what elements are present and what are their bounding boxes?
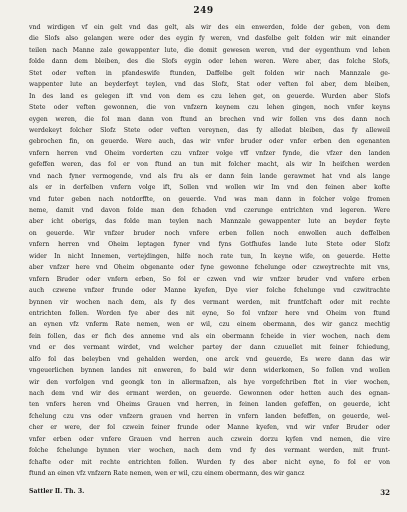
text-line: cher er were, der fol czwein feiner frunde oder Manne kyefen, vnd wir vnfer Bruder oder (29, 424, 390, 432)
text-line: Stete oder veften gewonnen, die von vnfzern keynem czu lehen gingen, noch vnfer keyns (29, 104, 390, 112)
text-line: neme, damit vnd davon folde man den fchaden vnd czerunge entrichten vnd legeren. Were (29, 207, 390, 214)
text-line: folde dann dem bleiben, des die Slofs eygin oder lehen weren. Were aber, das folche Slofs, (29, 58, 390, 66)
text-line: vnfern Bruder oder vnfern erben, So fol er czwen vnd wir vnfzer bruder vnd vnfere erben (29, 275, 390, 283)
text-line: auch czwene vnfzer frunde oder Manne kyefen, Dye vier folche fchelunge vnd czwitrachte (29, 287, 390, 295)
text-line: an eynen vfz vnferm Rate nemen, wen er wil, czu einem obermann, des wir gancz mechtig (29, 321, 390, 329)
text-line: vnfern herren vnd Oheim vorderten czu vnfzer volge vff vnfzer fynde, die vfzer den landen (29, 149, 390, 157)
text-line: werdekeyt folcher Slofz Stete oder veften vereynen, das fy alledat bleiben, das fy alleweil (29, 126, 390, 134)
text-line: nach dem vnd wir des ermant werden, on geuerde. Gewonnen oder hetten auch des egnan- (29, 390, 390, 397)
text-line: gefeffen weren, das fol er von ftund an tun mit folcher macht, als wir In heifchen werden (29, 161, 390, 169)
text-line: vnfern herren vnd Oheim leptagen fyner vnd fyns Gotfhufes lande lute Stete oder Slofz (29, 241, 390, 249)
text-line: fchafte oder mit rechte entrichten follen. Wurden fy des aber nicht eyne, fo fol er von (29, 458, 390, 466)
text-line: vngeuerlichen bynnen landes nit enweren, fo bald wir denn widerkomen, So follen vnd wollen (29, 367, 390, 375)
text-line: vnd futer geben nach notdorffte, on geuerde. Vnd was man dann in folcher volge fromen (29, 195, 390, 203)
text-line: fchelung czu vns oder vnfzern grauen vnd herren in vnfern landen befeffen, on geuerde, wel- (29, 412, 390, 420)
text-line: aber icht oberigs, das folde man teylen nach Mannzale gewappenter lute an beyder feyte (29, 218, 390, 226)
text-line: In des land es gelegen ift vnd von dem es czu lehen get, on geuerde. Wurden aber Slofs (29, 92, 390, 100)
text-line: on geuerde. Wir vnfzer bruder noch vnfere erben follen noch enwollen auch deffelben (29, 229, 390, 237)
text-line: vnd wirdigen vf ein gelt vnd das gelt, als wir des ein enwerden, folde der geben, von dem (29, 24, 390, 31)
text-line: alfo fol das beleyben vnd gehalden werden, one arck vnd geuerde, Es were dann das wir (29, 355, 390, 363)
text-line: bynnen vir wochen nach dem, als fy des vermant werden, mit fruntfchaft oder mit rechte (29, 298, 390, 306)
folio-number: 32 (380, 488, 390, 497)
text-line: eygen weren, die fol man dann von ftund an brechen vnd wir follen vns des dann noch (29, 115, 390, 123)
text-line: wir den vorfolgen vnd geongk ton in allermafzen, als hye vorgefchriben ftet in vier wochen, (29, 378, 390, 386)
text-line: vnd nach fyner vermogende, vnd als fru als er dann fein lande gerawmet hat vnd als lange (29, 172, 390, 180)
text-line: wappenter lute an beyderfeyt teylen, vnd das Slofz, Stat oder veften fol aber, dem bleiben, (29, 81, 390, 89)
text-line: entrichten follen. Worden fye aber des nit eyne, So fol vnfzer here vnd Oheim von ftund (29, 309, 390, 317)
text-line: teilen nach Manne zale gewappenter lute, die domit gewesen weren, vnd der eygenthum vnd lehen (29, 46, 390, 54)
text-line: die Slofs also gelangen were oder des eygin fy weren, vnd dasfelbe gelt folden wir mit einander (29, 35, 390, 43)
text-line: gebrochen fin, on geuerde. Were auch, das wir vnfer bruder oder vnfer erben den egenanten (29, 138, 390, 146)
text-line: Stet oder veften in pfandeswife ftunden, Daffelbe gelt folden wir nach Mannzale ge- (29, 69, 390, 77)
text-line: aber vnfzer here vnd Oheim obgenante oder fyne gewonne fchelunge oder czweytrechte mit vns, (29, 264, 390, 272)
text-line: folche fchelunge bynnen vier wochen, nach dem vnd fy des vermant werden, mit frunt- (29, 447, 390, 455)
text-line: als er in derfelben vnfern volge ift, Sollen vnd wollen wir Im vnd den feinen aber kofte (29, 184, 390, 192)
text-line: wider In nicht Innemen, vertejdingen, hilfe noch rate tun, In keyne wife, on geuerde. Hette (29, 252, 390, 260)
text-line: ftund an einen vfz vnfzern Rate nemen, wen er wil, czu einem obermann, des wir gancz (29, 470, 305, 478)
page-number: 249 (193, 6, 214, 16)
body-text (29, 22, 390, 480)
page-footer (29, 488, 390, 499)
text-line: vnd er des vermant wirdet, vnd welcher partey der dann czuuellet mit feiner fchiedung, (29, 344, 390, 352)
text-line: ten vnfers heren vnd Oheims Grauen vnd herren, in feinen landen gefeffen, on geuerde, icht (29, 401, 390, 409)
text-line: fein follen, das er fich des anneme vnd als ein obermann fcheide in vier wochen, nach dem (29, 332, 390, 340)
printer-signature: Sattler Ⅱ. Th. 3. (29, 488, 85, 495)
text-line: vnfer erben oder vnfere Grauen vnd herren auch czwein dorzu kyfen vnd nemen, die vire (29, 435, 390, 443)
